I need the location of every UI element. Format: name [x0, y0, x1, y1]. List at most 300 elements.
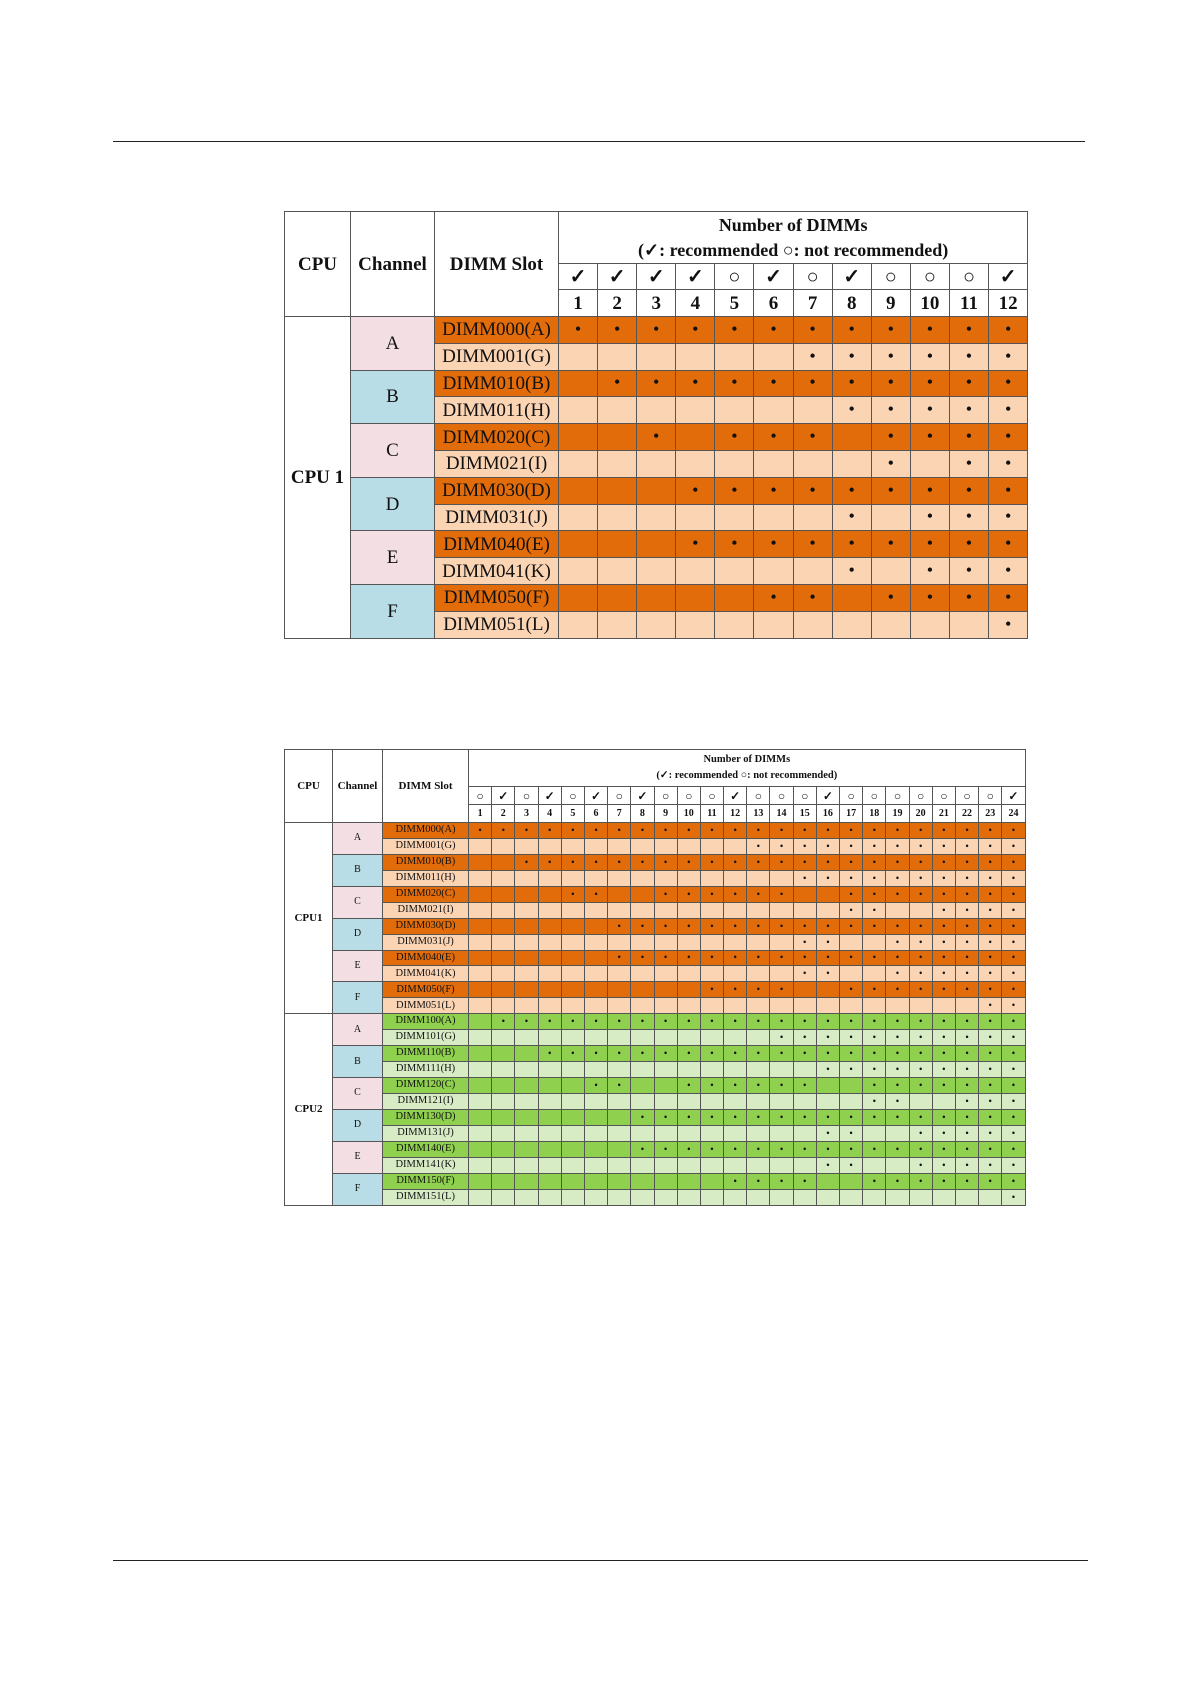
- empty-cell: [631, 966, 654, 982]
- empty-cell: [715, 397, 754, 424]
- not-recommended-mark: ○: [469, 787, 492, 805]
- empty-cell: [955, 1189, 978, 1205]
- empty-cell: [631, 998, 654, 1014]
- empty-cell: [754, 558, 793, 585]
- empty-cell: [538, 870, 561, 886]
- dimm-slot-name: DIMM051(L): [383, 998, 469, 1014]
- empty-cell: [637, 504, 676, 531]
- empty-cell: [492, 934, 515, 950]
- table-row: [285, 584, 1028, 611]
- empty-cell: [561, 918, 584, 934]
- populated-dot-cell: •: [840, 1062, 863, 1078]
- empty-cell: [608, 1173, 631, 1189]
- table-row: [285, 1046, 1026, 1062]
- populated-dot-cell: •: [637, 424, 676, 451]
- empty-cell: [608, 870, 631, 886]
- populated-dot-cell: •: [871, 477, 910, 504]
- empty-cell: [715, 584, 754, 611]
- populated-dot-cell: •: [747, 1078, 770, 1094]
- empty-cell: [538, 934, 561, 950]
- empty-cell: [677, 1125, 700, 1141]
- empty-cell: [932, 1189, 955, 1205]
- legend-text: (✓: recommended ○: not recommended): [656, 770, 838, 781]
- populated-dot-cell: •: [932, 918, 955, 934]
- populated-dot-cell: •: [747, 950, 770, 966]
- empty-cell: [469, 1141, 492, 1157]
- empty-cell: [631, 1078, 654, 1094]
- dimm-slot-name: DIMM030(D): [383, 918, 469, 934]
- empty-cell: [886, 902, 909, 918]
- populated-dot-cell: •: [949, 370, 988, 397]
- populated-dot-cell: •: [770, 886, 793, 902]
- dimm-count-cell: 2: [598, 290, 637, 317]
- populated-dot-cell: •: [910, 531, 949, 558]
- populated-dot-cell: •: [871, 424, 910, 451]
- empty-cell: [561, 950, 584, 966]
- populated-dot-cell: •: [989, 317, 1028, 344]
- empty-cell: [654, 902, 677, 918]
- empty-cell: [559, 343, 598, 370]
- populated-dot-cell: •: [840, 1030, 863, 1046]
- populated-dot-cell: •: [1002, 966, 1025, 982]
- channel-label: D: [351, 477, 435, 531]
- empty-cell: [559, 450, 598, 477]
- empty-cell: [724, 838, 747, 854]
- number-of-dimms-header: [559, 212, 1028, 264]
- dimm-count-cell: 4: [676, 290, 715, 317]
- empty-cell: [492, 982, 515, 998]
- not-recommended-mark: ○: [515, 787, 538, 805]
- table-row: [285, 1093, 1026, 1109]
- empty-cell: [515, 1078, 538, 1094]
- header-row: [285, 212, 1028, 264]
- empty-cell: [909, 1189, 932, 1205]
- empty-cell: [793, 504, 832, 531]
- populated-dot-cell: •: [871, 370, 910, 397]
- dimm-count-cell: 9: [654, 805, 677, 823]
- populated-dot-cell: •: [909, 854, 932, 870]
- table-row: [285, 934, 1026, 950]
- populated-dot-cell: •: [770, 1078, 793, 1094]
- populated-dot-cell: •: [584, 1046, 607, 1062]
- empty-cell: [631, 838, 654, 854]
- dimm-count-cell: 24: [1002, 805, 1025, 823]
- empty-cell: [676, 558, 715, 585]
- empty-cell: [677, 966, 700, 982]
- empty-cell: [561, 1141, 584, 1157]
- populated-dot-cell: •: [793, 1078, 816, 1094]
- dimm-count-cell: 10: [910, 290, 949, 317]
- empty-cell: [559, 558, 598, 585]
- empty-cell: [469, 1125, 492, 1141]
- empty-cell: [637, 611, 676, 638]
- empty-cell: [840, 934, 863, 950]
- empty-cell: [747, 1157, 770, 1173]
- table-row: [285, 317, 1028, 344]
- empty-cell: [677, 1030, 700, 1046]
- empty-cell: [724, 934, 747, 950]
- dimm-count-cell: 15: [793, 805, 816, 823]
- populated-dot-cell: •: [871, 584, 910, 611]
- dimm-slot-name: DIMM141(K): [383, 1157, 469, 1173]
- empty-cell: [770, 1189, 793, 1205]
- populated-dot-cell: •: [715, 317, 754, 344]
- populated-dot-cell: •: [793, 966, 816, 982]
- populated-dot-cell: •: [608, 854, 631, 870]
- populated-dot-cell: •: [949, 424, 988, 451]
- dimm-slot-name: DIMM031(J): [383, 934, 469, 950]
- empty-cell: [561, 1062, 584, 1078]
- not-recommended-mark: ○: [677, 787, 700, 805]
- empty-cell: [584, 982, 607, 998]
- populated-dot-cell: •: [793, 1014, 816, 1030]
- populated-dot-cell: •: [724, 950, 747, 966]
- empty-cell: [747, 1030, 770, 1046]
- empty-cell: [770, 1157, 793, 1173]
- dimm-slot-name: DIMM011(H): [435, 397, 559, 424]
- populated-dot-cell: •: [676, 531, 715, 558]
- empty-cell: [724, 1030, 747, 1046]
- channel-label: E: [351, 531, 435, 585]
- dimm-slot-name: DIMM001(G): [435, 343, 559, 370]
- populated-dot-cell: •: [793, 1046, 816, 1062]
- empty-cell: [561, 1157, 584, 1173]
- populated-dot-cell: •: [631, 854, 654, 870]
- populated-dot-cell: •: [715, 531, 754, 558]
- empty-cell: [793, 1062, 816, 1078]
- dimm-count-cell: 9: [871, 290, 910, 317]
- populated-dot-cell: •: [863, 902, 886, 918]
- populated-dot-cell: •: [677, 886, 700, 902]
- empty-cell: [654, 870, 677, 886]
- empty-cell: [584, 966, 607, 982]
- channel-label: E: [333, 950, 383, 982]
- empty-cell: [584, 1173, 607, 1189]
- populated-dot-cell: •: [886, 966, 909, 982]
- populated-dot-cell: •: [793, 343, 832, 370]
- populated-dot-cell: •: [608, 1046, 631, 1062]
- populated-dot-cell: •: [1002, 1014, 1025, 1030]
- populated-dot-cell: •: [979, 1141, 1002, 1157]
- not-recommended-mark: ○: [793, 787, 816, 805]
- populated-dot-cell: •: [863, 1141, 886, 1157]
- empty-cell: [515, 1062, 538, 1078]
- empty-cell: [559, 397, 598, 424]
- empty-cell: [561, 998, 584, 1014]
- empty-cell: [724, 1125, 747, 1141]
- populated-dot-cell: •: [932, 950, 955, 966]
- empty-cell: [637, 558, 676, 585]
- empty-cell: [631, 982, 654, 998]
- empty-cell: [561, 966, 584, 982]
- empty-cell: [561, 1189, 584, 1205]
- populated-dot-cell: •: [754, 370, 793, 397]
- not-recommended-mark: ○: [561, 787, 584, 805]
- table-row: [285, 1173, 1026, 1189]
- populated-dot-cell: •: [724, 918, 747, 934]
- populated-dot-cell: •: [909, 870, 932, 886]
- populated-dot-cell: •: [909, 1157, 932, 1173]
- populated-dot-cell: •: [747, 1046, 770, 1062]
- populated-dot-cell: •: [724, 1109, 747, 1125]
- empty-cell: [631, 870, 654, 886]
- populated-dot-cell: •: [909, 838, 932, 854]
- dimm-slot-name: DIMM011(H): [383, 870, 469, 886]
- dimm-slot-name: DIMM050(F): [435, 584, 559, 611]
- empty-cell: [816, 1078, 839, 1094]
- populated-dot-cell: •: [863, 870, 886, 886]
- empty-cell: [515, 838, 538, 854]
- populated-dot-cell: •: [949, 531, 988, 558]
- populated-dot-cell: •: [700, 918, 723, 934]
- populated-dot-cell: •: [840, 870, 863, 886]
- populated-dot-cell: •: [910, 477, 949, 504]
- populated-dot-cell: •: [724, 1173, 747, 1189]
- empty-cell: [538, 886, 561, 902]
- table-row: [285, 1078, 1026, 1094]
- empty-cell: [747, 1125, 770, 1141]
- dimm-slot-header: DIMM Slot: [383, 750, 469, 823]
- empty-cell: [559, 504, 598, 531]
- populated-dot-cell: •: [932, 1030, 955, 1046]
- populated-dot-cell: •: [832, 317, 871, 344]
- populated-dot-cell: •: [910, 370, 949, 397]
- populated-dot-cell: •: [637, 317, 676, 344]
- populated-dot-cell: •: [955, 870, 978, 886]
- empty-cell: [538, 950, 561, 966]
- empty-cell: [492, 1030, 515, 1046]
- populated-dot-cell: •: [863, 823, 886, 839]
- empty-cell: [631, 1093, 654, 1109]
- populated-dot-cell: •: [932, 854, 955, 870]
- empty-cell: [515, 966, 538, 982]
- table-row: [285, 1141, 1026, 1157]
- empty-cell: [793, 982, 816, 998]
- populated-dot-cell: •: [909, 1173, 932, 1189]
- empty-cell: [584, 1157, 607, 1173]
- empty-cell: [492, 854, 515, 870]
- empty-cell: [715, 558, 754, 585]
- empty-cell: [492, 950, 515, 966]
- populated-dot-cell: •: [910, 424, 949, 451]
- empty-cell: [515, 1189, 538, 1205]
- populated-dot-cell: •: [598, 370, 637, 397]
- populated-dot-cell: •: [584, 823, 607, 839]
- populated-dot-cell: •: [724, 886, 747, 902]
- populated-dot-cell: •: [816, 1141, 839, 1157]
- empty-cell: [886, 1125, 909, 1141]
- populated-dot-cell: •: [631, 1141, 654, 1157]
- populated-dot-cell: •: [979, 1062, 1002, 1078]
- populated-dot-cell: •: [955, 1030, 978, 1046]
- populated-dot-cell: •: [955, 934, 978, 950]
- dimm-slot-header: DIMM Slot: [435, 212, 559, 317]
- empty-cell: [608, 1141, 631, 1157]
- table-row: [285, 1030, 1026, 1046]
- populated-dot-cell: •: [700, 823, 723, 839]
- populated-dot-cell: •: [949, 397, 988, 424]
- channel-label: C: [333, 1078, 383, 1110]
- populated-dot-cell: •: [1002, 886, 1025, 902]
- empty-cell: [910, 450, 949, 477]
- populated-dot-cell: •: [724, 1046, 747, 1062]
- populated-dot-cell: •: [1002, 934, 1025, 950]
- empty-cell: [747, 1189, 770, 1205]
- recommended-mark: ✓: [1002, 787, 1025, 805]
- empty-cell: [608, 1125, 631, 1141]
- table-row: [285, 982, 1026, 998]
- recommended-mark: ✓: [631, 787, 654, 805]
- table-row: [285, 902, 1026, 918]
- populated-dot-cell: •: [955, 838, 978, 854]
- populated-dot-cell: •: [989, 477, 1028, 504]
- populated-dot-cell: •: [793, 424, 832, 451]
- empty-cell: [724, 1157, 747, 1173]
- populated-dot-cell: •: [747, 838, 770, 854]
- empty-cell: [840, 998, 863, 1014]
- empty-cell: [754, 450, 793, 477]
- populated-dot-cell: •: [816, 870, 839, 886]
- populated-dot-cell: •: [770, 918, 793, 934]
- populated-dot-cell: •: [538, 823, 561, 839]
- populated-dot-cell: •: [909, 950, 932, 966]
- recommended-mark: ✓: [724, 787, 747, 805]
- populated-dot-cell: •: [840, 982, 863, 998]
- dimm-slot-name: DIMM001(G): [383, 838, 469, 854]
- populated-dot-cell: •: [840, 1046, 863, 1062]
- populated-dot-cell: •: [932, 870, 955, 886]
- populated-dot-cell: •: [979, 823, 1002, 839]
- empty-cell: [469, 870, 492, 886]
- channel-header: Channel: [351, 212, 435, 317]
- populated-dot-cell: •: [747, 1173, 770, 1189]
- empty-cell: [515, 982, 538, 998]
- empty-cell: [538, 1141, 561, 1157]
- populated-dot-cell: •: [909, 934, 932, 950]
- populated-dot-cell: •: [700, 1109, 723, 1125]
- populated-dot-cell: •: [979, 902, 1002, 918]
- channel-label: D: [333, 1109, 383, 1141]
- populated-dot-cell: •: [676, 317, 715, 344]
- populated-dot-cell: •: [979, 998, 1002, 1014]
- populated-dot-cell: •: [989, 370, 1028, 397]
- populated-dot-cell: •: [832, 504, 871, 531]
- empty-cell: [559, 370, 598, 397]
- empty-cell: [840, 1093, 863, 1109]
- not-recommended-mark: ○: [840, 787, 863, 805]
- empty-cell: [871, 558, 910, 585]
- populated-dot-cell: •: [816, 918, 839, 934]
- empty-cell: [724, 870, 747, 886]
- empty-cell: [608, 982, 631, 998]
- populated-dot-cell: •: [793, 1141, 816, 1157]
- empty-cell: [561, 1030, 584, 1046]
- empty-cell: [515, 902, 538, 918]
- dimm-slot-name: DIMM000(A): [383, 823, 469, 839]
- empty-cell: [871, 504, 910, 531]
- dimm-count-cell: 18: [863, 805, 886, 823]
- empty-cell: [932, 998, 955, 1014]
- populated-dot-cell: •: [979, 1157, 1002, 1173]
- recommended-mark: ✓: [492, 787, 515, 805]
- populated-dot-cell: •: [886, 1173, 909, 1189]
- empty-cell: [677, 982, 700, 998]
- populated-dot-cell: •: [1002, 1157, 1025, 1173]
- dimm-slot-name: DIMM041(K): [435, 558, 559, 585]
- not-recommended-mark: ○: [909, 787, 932, 805]
- populated-dot-cell: •: [608, 823, 631, 839]
- channel-header: Channel: [333, 750, 383, 823]
- populated-dot-cell: •: [932, 966, 955, 982]
- not-recommended-mark: ○: [747, 787, 770, 805]
- not-recommended-mark: ○: [949, 264, 988, 290]
- populated-dot-cell: •: [793, 934, 816, 950]
- empty-cell: [754, 611, 793, 638]
- populated-dot-cell: •: [949, 450, 988, 477]
- populated-dot-cell: •: [863, 1014, 886, 1030]
- populated-dot-cell: •: [770, 838, 793, 854]
- populated-dot-cell: •: [631, 918, 654, 934]
- channel-label: B: [333, 1046, 383, 1078]
- empty-cell: [515, 1157, 538, 1173]
- number-of-dimms-title: Number of DIMMs: [703, 754, 791, 766]
- empty-cell: [677, 838, 700, 854]
- populated-dot-cell: •: [1002, 854, 1025, 870]
- dimm-slot-name: DIMM100(A): [383, 1014, 469, 1030]
- empty-cell: [816, 1189, 839, 1205]
- populated-dot-cell: •: [832, 477, 871, 504]
- table-row: [285, 966, 1026, 982]
- dimm-count-cell: 1: [559, 290, 598, 317]
- empty-cell: [515, 886, 538, 902]
- populated-dot-cell: •: [770, 1014, 793, 1030]
- empty-cell: [677, 998, 700, 1014]
- empty-cell: [492, 838, 515, 854]
- populated-dot-cell: •: [608, 950, 631, 966]
- empty-cell: [637, 343, 676, 370]
- populated-dot-cell: •: [871, 317, 910, 344]
- empty-cell: [863, 966, 886, 982]
- empty-cell: [538, 1109, 561, 1125]
- empty-cell: [654, 1093, 677, 1109]
- populated-dot-cell: •: [754, 584, 793, 611]
- populated-dot-cell: •: [1002, 1173, 1025, 1189]
- dimm-count-cell: 12: [989, 290, 1028, 317]
- empty-cell: [608, 1109, 631, 1125]
- table-row: [285, 477, 1028, 504]
- empty-cell: [700, 934, 723, 950]
- table-row: [285, 950, 1026, 966]
- populated-dot-cell: •: [909, 1014, 932, 1030]
- empty-cell: [754, 343, 793, 370]
- populated-dot-cell: •: [816, 854, 839, 870]
- table-row: [285, 918, 1026, 934]
- populated-dot-cell: •: [677, 1014, 700, 1030]
- populated-dot-cell: •: [955, 1109, 978, 1125]
- populated-dot-cell: •: [910, 317, 949, 344]
- empty-cell: [561, 1173, 584, 1189]
- channel-label: F: [351, 584, 435, 638]
- empty-cell: [676, 397, 715, 424]
- empty-cell: [715, 611, 754, 638]
- empty-cell: [724, 1189, 747, 1205]
- populated-dot-cell: •: [863, 1093, 886, 1109]
- populated-dot-cell: •: [909, 1141, 932, 1157]
- dimm-slot-name: DIMM030(D): [435, 477, 559, 504]
- empty-cell: [584, 1125, 607, 1141]
- populated-dot-cell: •: [932, 1109, 955, 1125]
- number-of-dimms-header: [469, 750, 1026, 787]
